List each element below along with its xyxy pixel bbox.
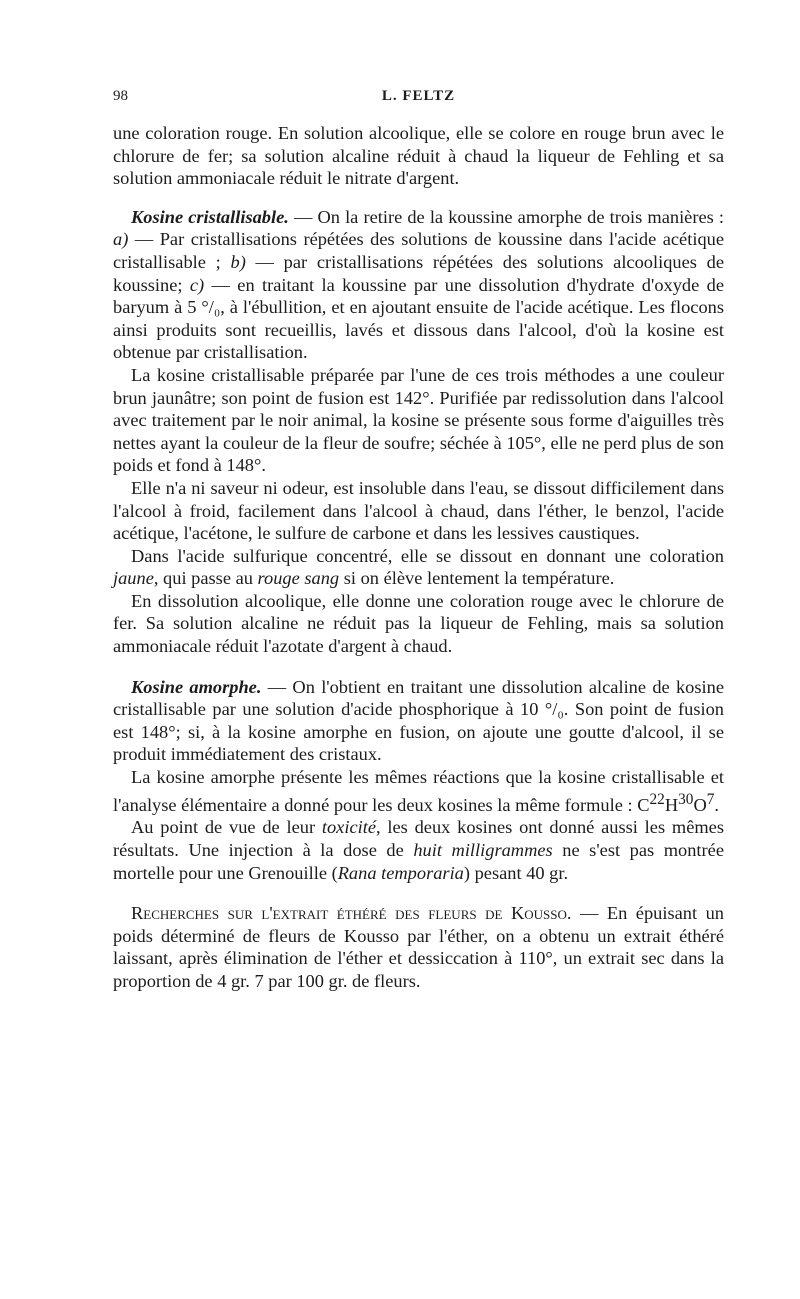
paragraph-4: Elle n'a ni saveur ni odeur, est insoluble dans l'eau, se dissout difficilement dans l'alcool à froid, facilement dans l'alcool à chaud, dans l'éther, le benzol, l'acide acétique, l'acétone, le sulfure de carbone et dans les lessives caustiques. [113, 477, 724, 544]
paragraph-5: Dans l'acide sulfurique concentré, elle se dissout en donnant une coloration jaune, qui passe au rouge sang si on élève lentement la température. [113, 545, 724, 589]
paragraph-6: En dissolution alcoolique, elle donne une coloration rouge avec le chlorure de fer. Sa solution alcaline ne réduit pas la liqueur de Fehling, mais sa solution ammoniacale réduit l'azotate d'argent à chaud. [113, 590, 724, 657]
paragraph-recherches: Recherches sur l'extrait éthéré des fleurs de Kousso. — En épuisant un poids déterminé de fleurs de Kousso par l'éther, on a obtenu un extrait éthéré laissant, après élimination de l'éther et dessiccation à 110°, un extrait sec dans la proportion de 4 gr. 7 par 100 gr. de fleurs. [113, 903, 724, 991]
paragraph-kosine-amorphe: Kosine amorphe. — On l'obtient en traitant une dissolution alcaline de kosine cristallisable par une solution d'acide phosphorique à 10 °/₀. Son point de fusion est 148°; si, à la kosine amorphe en fusion, on ajoute une goutte d'alcool, il se produit immédiatement des cristaux. [113, 676, 724, 765]
page-number: 98 [113, 88, 128, 104]
body-text [113, 122, 724, 993]
running-title-author: L. FELTZ [381, 88, 456, 104]
section-heading: Recherches sur l'extrait éthéré des fleurs de Kousso. [131, 903, 572, 924]
paragraph-kosine-cristallisable: Kosine cristallisable. — On la retire de la koussine amorphe de trois manières : a) — Par cristallisations répétées des solutions de koussine dans l'acide acétique cristallisable ; b) — par cristallisations répétées des solutions alcooliques de koussine; c) — en traitant la koussine par une dissolution d'hydrate d'oxyde de baryum à 5 °/₀, à l'ébullition, et en ajoutant ensuite de l'acide acétique. Les flocons ainsi produits sont recueillis, lavés et dissous dans l'alcool, d'où la kosine est obtenue par cristallisation. [113, 206, 725, 363]
paragraph-8: La kosine amorphe présente les mêmes réactions que la kosine cristallisable et l'analyse élémentaire a donné pour les deux kosines la même formule : $C^{22}H^{30}O^7$. [113, 767, 724, 815]
section-heading: Kosine cristallisable. [131, 206, 289, 227]
chemical-formula: $C^{22}H^{30}O^7$ [637, 790, 715, 815]
running-head [113, 88, 724, 110]
section-heading: Kosine amorphe. [131, 676, 262, 697]
paragraph-9: Au point de vue de leur toxicité, les deux kosines ont donné aussi les mêmes résultats. Une injection à la dose de huit milligrammes ne s'est pas montrée mortelle pour une Grenouille (Rana temporaria) pesant 40 gr. [113, 817, 724, 883]
paragraph-3: La kosine cristallisable préparée par l'une de ces trois méthodes a une couleur brun jaunâtre; son point de fusion est 142°. Purifiée par redissolution dans l'alcool avec traitement par le noir animal, la kosine se présente sous forme d'aiguilles très nettes ayant la couleur de la fleur de soufre; séchée à 105°, elle ne perd plus de son poids et fond à 148°. [113, 364, 724, 476]
paragraph-1: une coloration rouge. En solution alcoolique, elle se colore en rouge brun avec le chlorure de fer; sa solution alcaline réduit à chaud la liqueur de Fehling et sa solution ammoniacale réduit le nitrate d'argent. [113, 123, 724, 189]
